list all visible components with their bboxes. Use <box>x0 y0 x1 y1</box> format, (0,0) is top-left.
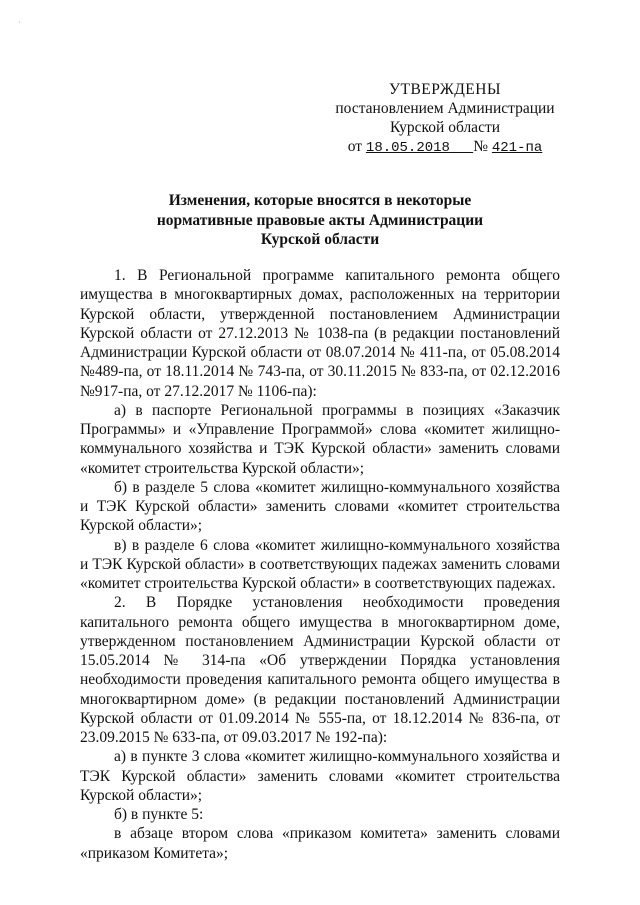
paragraph-1a: а) в паспорте Региональной программы в позициях «Заказчик Программы» и «Управление Программой» слова «комитет жилищно-коммунального хозяйства и ТЭК Курской области» заменить словами «комитет строительства Курской области»; <box>80 401 560 477</box>
approval-date-prefix: от <box>347 138 366 155</box>
heading-line-3: Курской области <box>260 231 380 248</box>
paragraph-1c: в) в разделе 6 слова «комитет жилищно-коммунального хозяйства и ТЭК Курской области» в соответствующих падежах заменить словами «комитет строительства Курской области» в соответствующих падежах. <box>80 536 560 592</box>
heading-line-1: Изменения, которые вносятся в некоторые <box>168 192 472 209</box>
paragraph-2a: а) в пункте 3 слова «комитет жилищно-коммунального хозяйства и ТЭК Курской области» заменить словами «комитет строительства Курской области»; <box>80 748 560 804</box>
document-body <box>80 266 560 863</box>
paragraph-2b: б) в пункте 5: <box>114 806 204 823</box>
approval-block <box>330 80 560 158</box>
approval-number-prefix: № <box>473 138 492 155</box>
heading-line-2: нормативные правовые акты Администрации <box>156 211 484 229</box>
paragraph-2: 2. В Порядке установления необходимости проведения капитального ремонта общего имущества в многоквартирном доме, утвержденном постановлением Администрации Курской области от 15.05.2014 № 314-па «Об утверждении Порядка установления необходимости проведения капитального ремонта общего имущества в многоквартирном доме» (в редакции постановлений Администрации Курской области от 01.09.2014 № 555-па, от 18.12.2014 № 836-па, от 23.09.2015 № 633-па, от 09.03.2017 № 192-па): <box>80 594 560 746</box>
document-heading <box>80 191 560 250</box>
paragraph-2b-1: в абзаце втором слова «приказом комитета» заменить словами «приказом Комитета»; <box>80 825 560 862</box>
scan-mark: · <box>18 18 21 27</box>
approval-line-2: Курской области <box>389 119 501 136</box>
paragraph-1b: б) в разделе 5 слова «комитет жилищно-коммунального хозяйства и ТЭК Курской области» заменить словами «комитет строительства Курской области»; <box>80 478 560 535</box>
approval-number: 421-па <box>491 140 543 156</box>
approval-date: 18.05.2018 <box>365 140 450 156</box>
approval-line-1: постановлением Администрации <box>335 100 555 117</box>
approval-title: УТВЕРЖДЕНЫ <box>389 81 501 98</box>
approval-date-line <box>330 137 560 158</box>
paragraph-1: 1. В Региональной программе капитального ремонта общего имущества в многоквартирных домах, расположенных на территории Курской области, утвержденной постановлением Администрации Курской области от 27.12.2013 № 1038-па (в редакции постановлений Администрации Курской области от 08.07.2014 № 411-па, от 05.08.2014 №489-па, от 18.11.2014 № 743-па, от 30.11.2015 № 833-па, от 02.12.2016 №917-па, от 27.12.2017 № 1106-па): <box>80 267 560 400</box>
